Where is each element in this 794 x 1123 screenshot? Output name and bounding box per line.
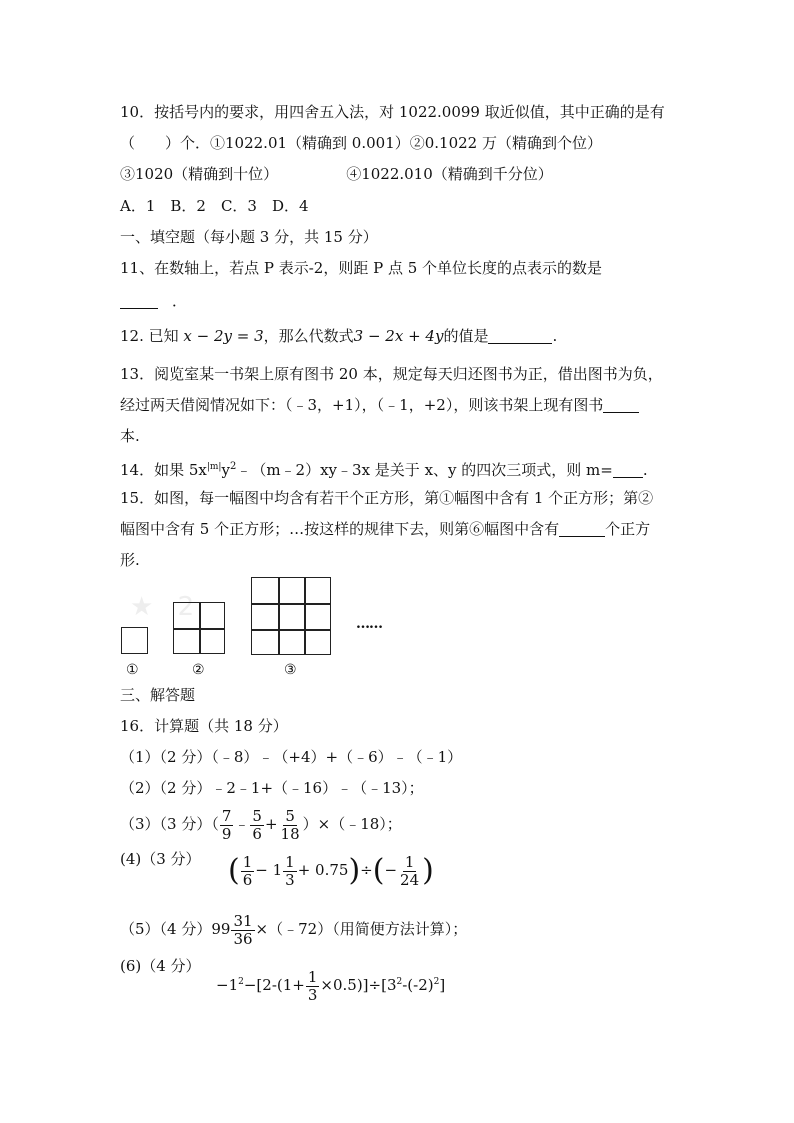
q12-answer-blank[interactable] (488, 327, 552, 344)
q14-line (120, 456, 648, 481)
figure-label-2: ② (192, 662, 205, 678)
q16-part5-prefix: （5）（4 分）99 (120, 920, 231, 938)
q16-part5-suffix: ×（﹣72）（用简便方法计算）； (255, 920, 468, 938)
watermark-logo: ★ 2 (130, 592, 203, 622)
q14-answer-blank[interactable] (613, 461, 643, 478)
q15-line2-end: 个正方 (605, 520, 651, 538)
minus-one: − 1 (255, 861, 283, 879)
q12-end: . (552, 327, 558, 345)
q10-options: A．1 B．2 C．3 D．4 (120, 197, 309, 215)
q12-line (120, 325, 557, 347)
fraction-5-18: $\frac{5}{18}$ (280, 806, 300, 843)
q16-part3 (120, 805, 402, 843)
q13-line3: 本. (120, 427, 140, 445)
square-figure-3 (251, 577, 331, 655)
q11-line1: 11、在数轴上，若点 P 表示-2，则距 P 点 5 个单位长度的点表示的数是 (120, 259, 603, 277)
square-figure-2 (173, 602, 225, 654)
q14-exponent: |m| (206, 462, 222, 472)
q14-end: . (642, 461, 648, 479)
q10-option4: ④1022.010（精确到千分位） (346, 165, 553, 183)
q12-suffix: 的值是 (443, 327, 489, 345)
q16-part3-prefix: （3）（3 分）（ (120, 815, 219, 833)
q12-expression: 3 − 2x + 4y (353, 327, 444, 345)
fraction-1-3: $\frac{1}{3}$ (285, 852, 295, 889)
q16-part6-label: (6)（4 分） (120, 957, 201, 975)
fraction-5-6: $\frac{5}{6}$ (252, 806, 262, 843)
q14-rest: ﹣（m﹣2）xy﹣3x 是关于 x、y 的四次三项式，则 m= (236, 461, 613, 479)
minus-sign: ﹣ (234, 815, 250, 833)
q16-part2: （2）（2 分）﹣2﹣1+（﹣16）﹣（﹣13）； (120, 779, 424, 797)
q11-line2 (120, 290, 187, 312)
q16-part4-label: (4)（3 分） (120, 850, 201, 868)
q16-part3-suffix: ）×（﹣18）； (302, 815, 402, 833)
q10-line2: （ ）个．①1022.01（精确到 0.001）②0.1022 万（精确到个位） (120, 134, 602, 152)
q10-option3: ③1020（精确到十位） (120, 165, 279, 183)
q13-line1: 13．阅览室某一书架上原有图书 20 本，规定每天归还图书为正，借出图书为负， (120, 365, 663, 383)
negative-sign: − (384, 861, 398, 879)
q11-answer-blank[interactable] (120, 292, 158, 309)
fraction-1-3-b: $\frac{1}{3}$ (307, 967, 318, 1004)
figure-label-3: ③ (284, 662, 297, 678)
q13-answer-blank[interactable] (603, 396, 639, 413)
q12-condition: x − 2y = 3 (183, 327, 264, 345)
q13-line2 (120, 394, 639, 416)
fraction-1-24: $\frac{1}{24}$ (400, 852, 420, 889)
q16-part1: （1）（2 分）（﹣8）﹣（+4）+（﹣6）﹣（﹣1） (120, 748, 463, 766)
section-fill-in-title: 一、填空题（每小题 3 分，共 15 分） (120, 228, 378, 246)
q16-part6-expression: $-1^2-[2-(1+$ $\frac{1}{3}$ $\times 0.5)]\div[3^2-(-2)^2]$ (216, 967, 446, 1004)
fraction-7-9: $\frac{7}{9}$ (221, 806, 232, 843)
q16-part4-expression: ( $\frac{1}{6}$ − 1 $\frac{1}{3}$ + 0.75)÷(− $\frac{1}{24}$ ) (228, 852, 434, 889)
q12-prefix: 12. 已知 (120, 327, 179, 345)
plus-075: + 0.75 (297, 861, 349, 879)
q14-y-exponent: 2 (229, 461, 237, 472)
section-solve-title: 三、解答题 (120, 686, 196, 704)
q15-line2-text: 幅图中含有 5 个正方形；…按这样的规律下去，则第⑥幅图中含有 (120, 520, 560, 538)
q13-line2-text: 经过两天借阅情况如下：（﹣3，+1），（﹣1，+2），则该书架上现有图书 (120, 396, 604, 414)
square-figure-1 (121, 627, 148, 654)
q15-line1: 15．如图，每一幅图中均含有若干个正方形，第①幅图中含有 1 个正方形；第② (120, 489, 654, 507)
plus-sign: + (264, 815, 278, 833)
q15-answer-blank[interactable] (559, 520, 605, 537)
q12-mid: ，那么代数式 (263, 327, 354, 345)
q16-part5 (120, 910, 467, 948)
q15-line3: 形. (120, 551, 140, 569)
q14-y: y (221, 461, 230, 479)
q15-line2 (120, 518, 650, 540)
fraction-31-36: $\frac{31}{36}$ (233, 911, 253, 948)
figure-label-1: ① (126, 662, 139, 678)
divide-sign: ÷ (360, 861, 373, 879)
q10-line1: 10．按括号内的要求，用四舍五入法，对 1022.0099 取近似值，其中正确的是有 (120, 103, 665, 121)
fraction-1-6: $\frac{1}{6}$ (242, 852, 253, 889)
q14-prefix: 14．如果 5x (120, 461, 207, 479)
q11-dot: ． (172, 292, 188, 310)
q10-line3 (120, 163, 553, 185)
figure-ellipsis: …… (356, 616, 382, 632)
q16-title: 16．计算题（共 18 分） (120, 717, 288, 735)
